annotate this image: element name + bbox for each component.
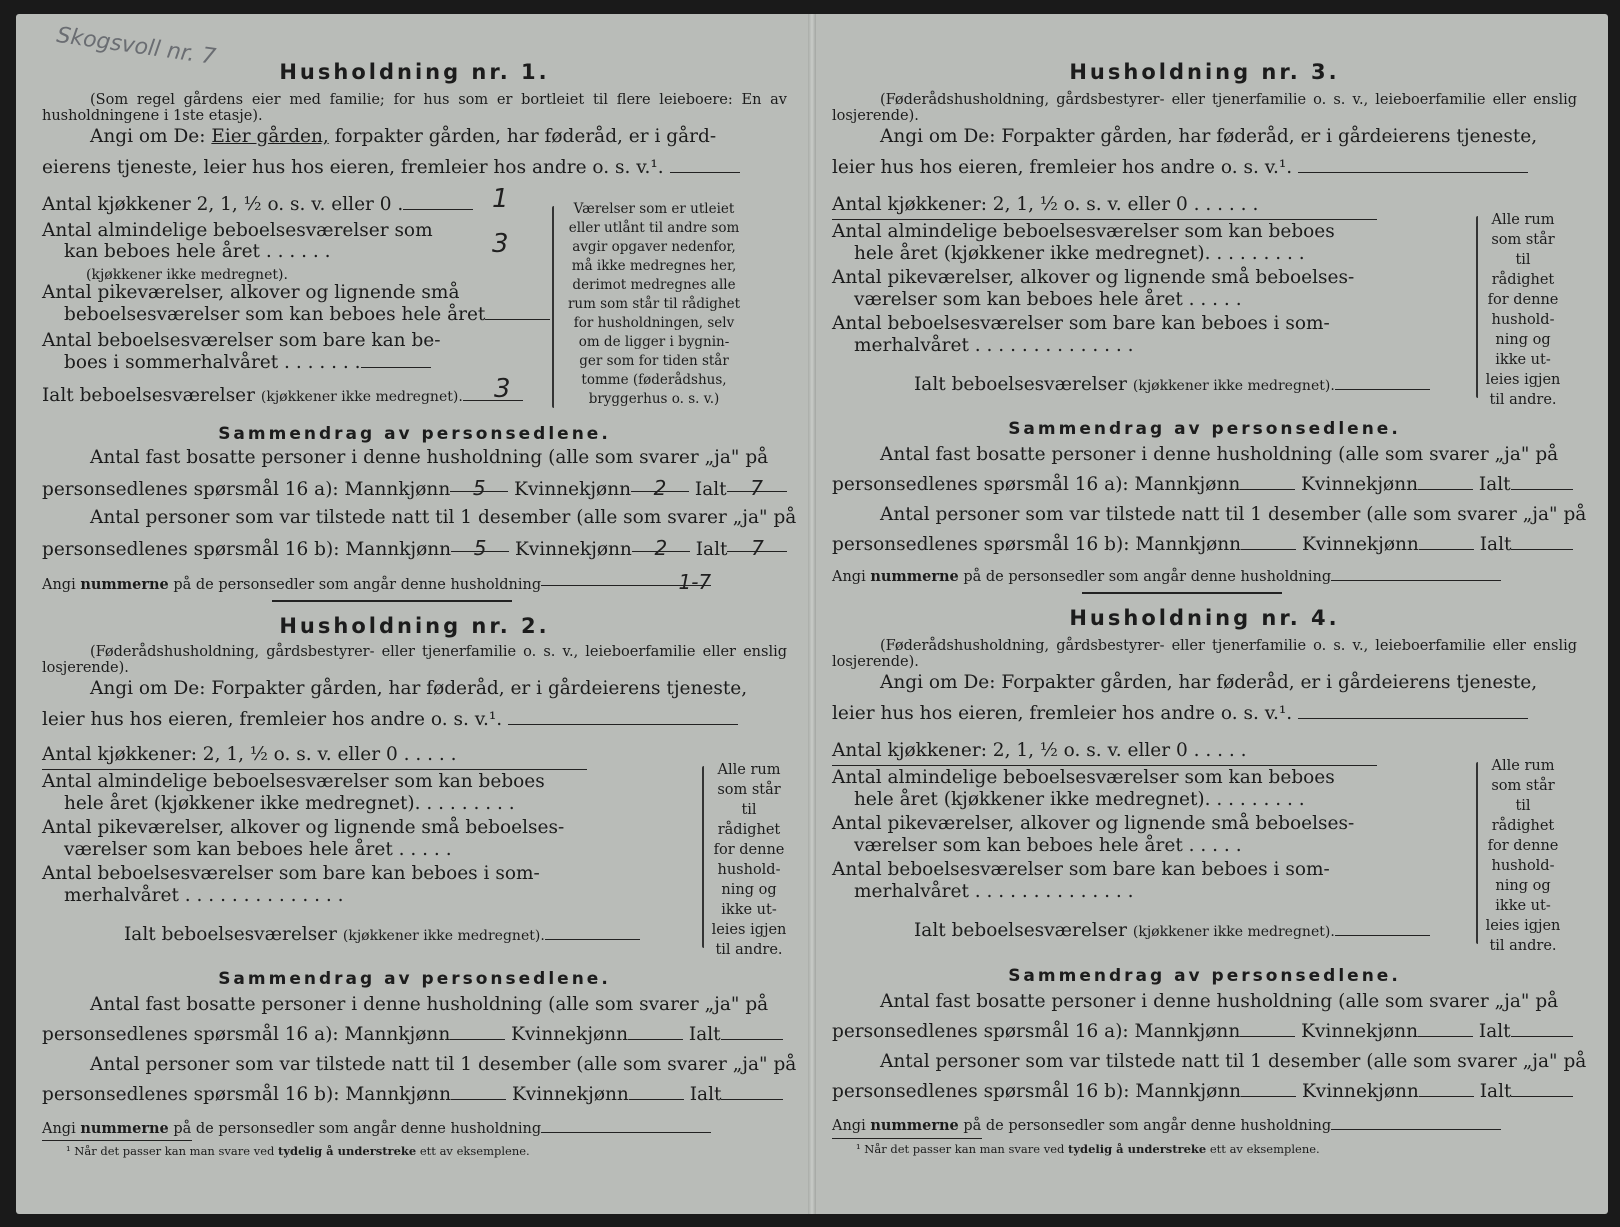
rooms-row-cont: hele året (kjøkkener ikke medregnet). . . . . . . . . xyxy=(854,243,1305,264)
summer-rooms-row-cont: merhalvåret . . . . . . . . . . . . . . xyxy=(854,335,1134,356)
summary-title: Sammendrag av personsedlene. xyxy=(1008,966,1401,986)
brace xyxy=(1476,762,1478,944)
selected-option: Eier gården, xyxy=(211,126,329,147)
summary-line-2: personsedlenes spørsmål 16 a): Mannkjønn Kvinnekjønn Ialt xyxy=(832,474,1577,496)
rooms-row-cont: hele året (kjøkkener ikke medregnet). . . . . . . . . xyxy=(64,793,515,814)
side-note: Alle rum som står til rådighet for denne hushold- ning og ikke ut- leies igjen til andre. xyxy=(1485,212,1561,408)
rooms-note: (kjøkkener ikke medregnet). xyxy=(86,267,288,283)
summer-rooms-row: Antal beboelsesværelser som bare kan beboes i som- xyxy=(832,859,1330,880)
angi-line-2: leier hus hos eieren, fremleier hos andre o. s. v.¹. xyxy=(42,709,787,731)
summer-rooms-row: Antal beboelsesværelser som bare kan beboes i som- xyxy=(42,863,540,884)
total-rooms-row: Ialt beboelsesværelser (kjøkkener ikke medregnet). xyxy=(914,374,1620,397)
summer-rooms-row-cont: merhalvåret . . . . . . . . . . . . . . xyxy=(64,885,344,906)
kitchens-value: 1 xyxy=(492,184,509,214)
numbers-row: Angi nummerne på de personsedler som angår denne husholdning xyxy=(832,566,1577,588)
angi-line-1: Angi om De: Forpakter gården, har føderåd, er i gårdeierens tjeneste, xyxy=(880,126,1538,147)
summary-line-3: Antal personer som var tilstede natt til 1 desember (alle som svarer „ja" på xyxy=(90,1054,797,1075)
small-rooms-row-cont: værelser som kan beboes hele året . . . . . xyxy=(854,289,1242,310)
summary-line-4: personsedlenes spørsmål 16 b): Mannkjønn Kvinnekjønn Ialt xyxy=(832,534,1577,556)
small-rooms-row: Antal pikeværelser, alkover og lignende små xyxy=(42,282,460,303)
summary-line-1: Antal fast bosatte personer i denne husholdning (alle som svarer „ja" på xyxy=(880,991,1559,1012)
total-rooms-value: 3 xyxy=(494,374,511,404)
summary-title: Sammendrag av personsedlene. xyxy=(1008,419,1401,439)
angi-line-2: eierens tjeneste, leier hus hos eieren, fremleier hos andre o. s. v.¹. xyxy=(42,157,787,179)
rooms-row: Antal almindelige beboelsesværelser som kan beboes xyxy=(832,767,1335,788)
underline xyxy=(42,769,587,770)
underline xyxy=(832,219,1377,220)
summary-line-1: Antal fast bosatte personer i denne husholdning (alle som svarer „ja" på xyxy=(90,447,769,468)
divider xyxy=(1082,592,1282,594)
household-note: (Føderådshusholdning, gårdsbestyrer- eller tjenerfamilie o. s. v., leieboerfamilie eller enslig losjerende). xyxy=(832,92,1577,124)
small-rooms-row-cont: værelser som kan beboes hele året . . . . . xyxy=(854,835,1242,856)
margin-handwritten-note: Skogsvoll nr. 7 xyxy=(55,22,218,71)
angi-line-2: leier hus hos eieren, fremleier hos andre o. s. v.¹. xyxy=(832,703,1577,725)
summer-rooms-row: Antal beboelsesværelser som bare kan be- xyxy=(42,330,441,351)
side-note: Alle rum som står til rådighet for denne hushold- ning og ikke ut- leies igjen til andre. xyxy=(711,762,787,958)
angi-line-1: Angi om De: Eier gården, forpakter gården, har føderåd, er i gård- xyxy=(90,126,717,147)
rooms-row-cont: hele året (kjøkkener ikke medregnet). . . . . . . . . xyxy=(854,789,1305,810)
left-page xyxy=(42,14,797,1214)
household-note: (Føderådshusholdning, gårdsbestyrer- eller tjenerfamilie o. s. v., leieboerfamilie eller enslig losjerende). xyxy=(832,638,1577,670)
small-rooms-row-cont: beboelsesværelser som kan beboes hele året xyxy=(64,304,809,326)
total-rooms-row: Ialt beboelsesværelser (kjøkkener ikke medregnet). xyxy=(124,924,869,947)
footnote-rule xyxy=(832,1138,982,1139)
footnote-rule xyxy=(42,1140,192,1141)
numbers-row: Angi nummerne på de personsedler som angår denne husholdning 1-7 xyxy=(42,570,712,594)
household-title: Husholdning nr. 4. xyxy=(1069,606,1340,630)
underline xyxy=(832,765,1377,766)
summary-title: Sammendrag av personsedlene. xyxy=(218,424,611,444)
household-note: (Føderådshusholdning, gårdsbestyrer- eller tjenerfamilie o. s. v., leieboerfamilie eller enslig losjerende). xyxy=(42,644,787,676)
summer-rooms-row: Antal beboelsesværelser som bare kan beboes i som- xyxy=(832,313,1330,334)
rooms-row: Antal almindelige beboelsesværelser som kan beboes xyxy=(832,221,1335,242)
divider xyxy=(272,600,512,602)
summary-line-3: Antal personer som var tilstede natt til 1 desember (alle som svarer „ja" på xyxy=(880,504,1587,525)
right-page xyxy=(832,14,1587,1214)
summary-line-1: Antal fast bosatte personer i denne husholdning (alle som svarer „ja" på xyxy=(90,994,769,1015)
summer-rooms-row-cont: merhalvåret . . . . . . . . . . . . . . xyxy=(854,881,1134,902)
summary-line-2: personsedlenes spørsmål 16 a): Mannkjønn 5 Kvinnekjønn 2 Ialt 7 xyxy=(42,477,787,501)
household-title: Husholdning nr. 3. xyxy=(1069,60,1340,84)
total-rooms-row: Ialt beboelsesværelser (kjøkkener ikke medregnet). xyxy=(914,920,1620,943)
summary-line-2: personsedlenes spørsmål 16 a): Mannkjønn Kvinnekjønn Ialt xyxy=(832,1021,1577,1043)
page-fold xyxy=(808,14,816,1214)
rooms-row-cont: kan beboes hele året . . . . . . xyxy=(64,241,331,262)
summary-title: Sammendrag av personsedlene. xyxy=(218,969,611,989)
household-note: (Som regel gårdens eier med familie; for hus som er bortleiet til flere leieboere: En av husholdningene i 1ste etasje). xyxy=(42,92,787,124)
rooms-value: 3 xyxy=(492,229,509,259)
small-rooms-row-cont: værelser som kan beboes hele året . . . . . xyxy=(64,839,452,860)
footnote: ¹ Når det passer kan man svare ved tydelig å understreke ett av eksemplene. xyxy=(66,1144,530,1158)
rooms-row: Antal almindelige beboelsesværelser som xyxy=(42,220,433,241)
summary-line-1: Antal fast bosatte personer i denne husholdning (alle som svarer „ja" på xyxy=(880,444,1559,465)
kitchens-row: Antal kjøkkener: 2, 1, ½ o. s. v. eller 0 . . . . . xyxy=(42,744,457,765)
summary-line-4: personsedlenes spørsmål 16 b): Mannkjønn Kvinnekjønn Ialt xyxy=(42,1084,787,1106)
summary-line-3: Antal personer som var tilstede natt til 1 desember (alle som svarer „ja" på xyxy=(880,1051,1587,1072)
footnote: ¹ Når det passer kan man svare ved tydelig å understreke ett av eksemplene. xyxy=(856,1142,1320,1156)
kitchens-row: Antal kjøkkener: 2, 1, ½ o. s. v. eller 0 . . . . . . xyxy=(832,194,1259,215)
summary-line-3: Antal personer som var tilstede natt til 1 desember (alle som svarer „ja" på xyxy=(90,507,797,528)
kitchens-row: Antal kjøkkener: 2, 1, ½ o. s. v. eller 0 . . . . . xyxy=(832,740,1247,761)
small-rooms-row: Antal pikeværelser, alkover og lignende små beboelses- xyxy=(832,813,1355,834)
side-note: Værelser som er utleiet eller utlånt til andre som avgir opgaver nedenfor, må ikke medregnes her, derimot medregnes alle rum som står til rådighet for husholdningen, selv om de ligger i bygnin- ger som for tiden står tomme (føderådshus, bryggerhus o. s. v.) xyxy=(567,201,741,407)
summary-line-4: personsedlenes spørsmål 16 b): Mannkjønn 5 Kvinnekjønn 2 Ialt 7 xyxy=(42,537,787,561)
numbers-row: Angi nummerne på de personsedler som angår denne husholdning xyxy=(832,1115,1577,1137)
numbers-row: Angi nummerne på de personsedler som angår denne husholdning xyxy=(42,1118,787,1140)
total-rooms-row: Ialt beboelsesværelser (kjøkkener ikke medregnet). xyxy=(42,385,787,408)
rooms-row: Antal almindelige beboelsesværelser som kan beboes xyxy=(42,771,545,792)
summary-line-2: personsedlenes spørsmål 16 a): Mannkjønn Kvinnekjønn Ialt xyxy=(42,1024,787,1046)
angi-line-2: leier hus hos eieren, fremleier hos andre o. s. v.¹. xyxy=(832,157,1577,179)
summer-rooms-row-cont: boes i sommerhalvåret . . . . . . . xyxy=(64,352,809,374)
brace xyxy=(702,766,704,948)
angi-line-1: Angi om De: Forpakter gården, har føderåd, er i gårdeierens tjeneste, xyxy=(880,672,1538,693)
small-rooms-row: Antal pikeværelser, alkover og lignende små beboelses- xyxy=(42,817,565,838)
angi-line-1: Angi om De: Forpakter gården, har føderåd, er i gårdeierens tjeneste, xyxy=(90,678,748,699)
household-title: Husholdning nr. 2. xyxy=(279,614,550,638)
small-rooms-row: Antal pikeværelser, alkover og lignende små beboelses- xyxy=(832,267,1355,288)
summary-line-4: personsedlenes spørsmål 16 b): Mannkjønn Kvinnekjønn Ialt xyxy=(832,1081,1577,1103)
side-note: Alle rum som står til rådighet for denne hushold- ning og ikke ut- leies igjen til andre. xyxy=(1485,758,1561,954)
brace xyxy=(1476,216,1478,398)
kitchens-row: Antal kjøkkener 2, 1, ½ o. s. v. eller 0 . xyxy=(42,194,787,216)
household-title: Husholdning nr. 1. xyxy=(279,60,550,84)
